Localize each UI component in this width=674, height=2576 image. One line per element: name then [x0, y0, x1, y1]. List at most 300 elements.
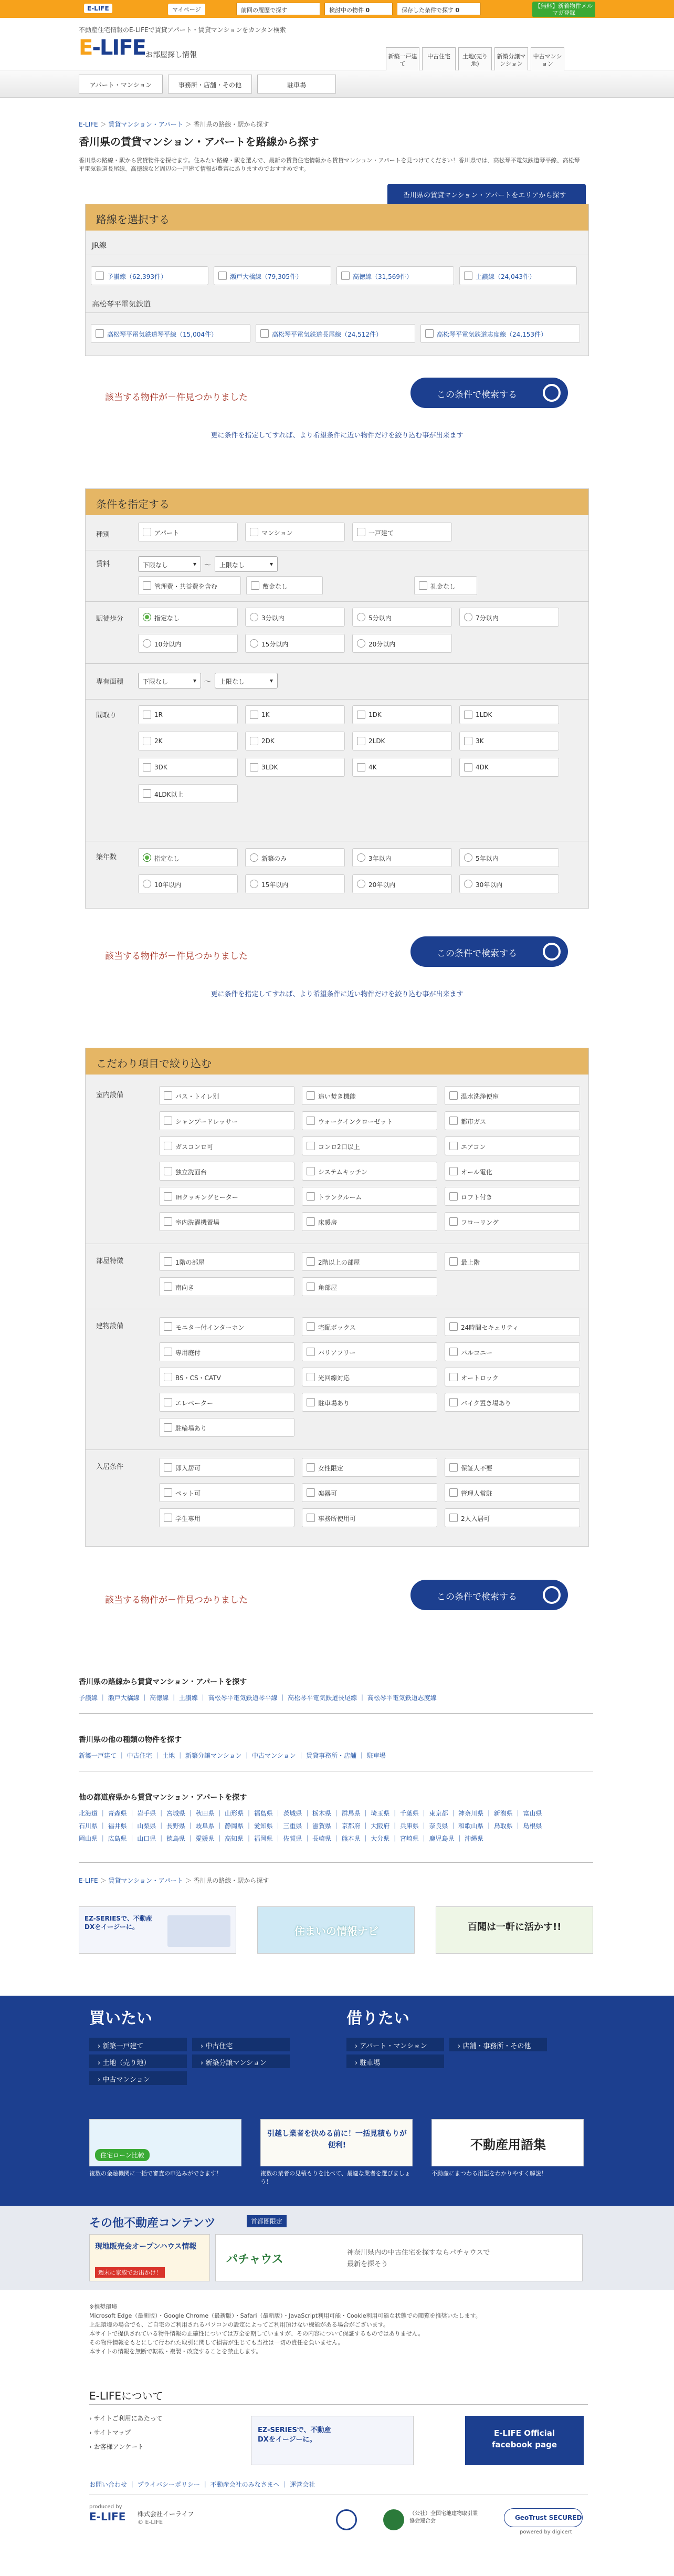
checkbox-icon[interactable]: [464, 763, 472, 771]
radio-icon[interactable]: [143, 613, 151, 621]
about-link-2[interactable]: › お客様アンケート: [89, 2443, 144, 2450]
entry-8[interactable]: [445, 1508, 580, 1527]
room-17[interactable]: [445, 1212, 580, 1231]
checkbox-icon[interactable]: [307, 1142, 315, 1150]
jr-route-link[interactable]: 予讃線（62,393件）: [107, 273, 167, 280]
checkbox-icon[interactable]: [250, 528, 258, 536]
footer-nav: [0, 1996, 674, 2206]
area-label: 専有面積: [96, 678, 124, 686]
feature-4-label: 角部屋: [318, 1284, 338, 1291]
checkbox-icon[interactable]: [357, 763, 365, 771]
layout-3-label: 1LDK: [476, 711, 492, 718]
layout-label: 間取り: [96, 712, 117, 719]
entry-1[interactable]: [302, 1458, 437, 1477]
entry-7[interactable]: [302, 1508, 437, 1527]
age-5[interactable]: [245, 874, 345, 893]
checkbox-icon[interactable]: [164, 1398, 172, 1406]
layout-0-label: 1R: [154, 711, 163, 718]
entry-5[interactable]: [445, 1483, 580, 1502]
checkbox-icon[interactable]: [449, 1348, 458, 1356]
room-4-label: ウォークインクローゼット: [318, 1118, 393, 1125]
checkbox-icon[interactable]: [464, 737, 472, 745]
room-10-label: システムキッチン: [318, 1169, 367, 1176]
breadcrumb-rental[interactable]: 賃貸マンション・アパート: [108, 121, 183, 128]
history-button[interactable]: 前回の履歴で探す: [236, 3, 320, 15]
search-button-2[interactable]: この条件で検索する: [410, 936, 568, 967]
global-nav: [0, 70, 674, 98]
ez-series-banner[interactable]: EZ-SERIESで、不動産DXをイージーに。: [251, 2416, 414, 2465]
room-2[interactable]: [445, 1086, 580, 1105]
jr-route-0[interactable]: [91, 266, 208, 285]
layout-2[interactable]: [352, 705, 452, 724]
walk-5-label: 15分以内: [261, 641, 289, 648]
bldg-10[interactable]: [302, 1393, 437, 1412]
buy-link-4[interactable]: › 中古マンション: [89, 2071, 187, 2085]
layout-8[interactable]: [138, 758, 238, 777]
footer-links[interactable]: お問い合わせ ｜ プライバシーポリシー ｜ 不動産会社のみなさまへ ｜ 運営会社: [89, 2481, 315, 2488]
radio-icon[interactable]: [250, 613, 258, 621]
walk-6[interactable]: [352, 634, 452, 653]
header-cat-3[interactable]: 新築分譲マンション: [494, 47, 528, 75]
rent-link-0[interactable]: › アパート・マンション: [346, 2038, 444, 2051]
checkbox-icon[interactable]: [250, 737, 258, 745]
radio-icon[interactable]: [464, 613, 472, 621]
other-contents: [0, 2206, 674, 2290]
layout-5[interactable]: [245, 732, 345, 750]
checkbox-icon[interactable]: [143, 711, 151, 719]
privacy-mark-icon: [336, 2509, 357, 2530]
rent-link-2[interactable]: › 駐車場: [346, 2054, 444, 2068]
kotoden-route-0[interactable]: [91, 324, 250, 343]
buy-link-2[interactable]: › 土地（売り地）: [89, 2054, 187, 2068]
room-16[interactable]: [302, 1212, 437, 1231]
bldg-10-label: 駐車場あり: [318, 1400, 350, 1407]
checkbox-icon[interactable]: [143, 528, 151, 536]
layout-3[interactable]: [459, 705, 559, 724]
about-title: E-LIFEについて: [89, 2390, 163, 2402]
layout-4[interactable]: [138, 732, 238, 750]
rent-max-select[interactable]: 上限なし ▾: [215, 556, 278, 572]
room-17-label: フローリング: [461, 1219, 499, 1226]
age-1[interactable]: [245, 848, 345, 867]
pref-links-3[interactable]: 岡山県 ｜ 広島県 ｜ 山口県 ｜ 徳島県 ｜ 愛媛県 ｜ 高知県 ｜ 福岡県 ｜ 佐賀県 ｜ 長崎県 ｜ 熊本県 ｜ 大分県 ｜ 宮崎県 ｜ 鹿児島県 ｜ 沖縄県: [79, 1835, 484, 1842]
checkbox-icon[interactable]: [164, 1514, 172, 1522]
radio-icon[interactable]: [250, 639, 258, 648]
checkbox-icon[interactable]: [307, 1217, 315, 1226]
facebook-banner[interactable]: E-LIFE Official facebook page: [465, 2416, 584, 2465]
layout-0[interactable]: [138, 705, 238, 724]
checkbox-icon[interactable]: [449, 1117, 458, 1125]
feature-1[interactable]: [302, 1252, 437, 1271]
walk-3-label: 7分以内: [476, 614, 499, 622]
type-2-label: 一戸建て: [368, 529, 394, 537]
age-3[interactable]: [459, 848, 559, 867]
bldg-2-label: 24時間セキュリティ: [461, 1324, 519, 1331]
checkbox-icon[interactable]: [341, 272, 350, 280]
checkbox-icon[interactable]: [164, 1091, 172, 1100]
room-15[interactable]: [159, 1212, 294, 1231]
breadcrumb-current: 香川県の路線・駅から探す: [193, 121, 269, 128]
feature-1-label: 2階以上の部屋: [318, 1259, 360, 1266]
radio-icon[interactable]: [464, 853, 472, 862]
header-cat-0[interactable]: 新築一戸建て: [386, 47, 419, 75]
checkbox-icon[interactable]: [449, 1373, 458, 1381]
room-label: 室内設備: [96, 1091, 124, 1099]
layout-12[interactable]: [138, 784, 238, 803]
rent-min-select[interactable]: 下限なし ▾: [138, 556, 201, 572]
age-7-label: 30年以内: [476, 881, 503, 889]
pref-links-2[interactable]: 石川県 ｜ 福井県 ｜ 山梨県 ｜ 長野県 ｜ 岐阜県 ｜ 静岡県 ｜ 愛知県 ｜ 三重県 ｜ 滋賀県 ｜ 京都府 ｜ 大阪府 ｜ 兵庫県 ｜ 奈良県 ｜ 和歌山県 ｜ 鳥取県 ｜ 島根県: [79, 1822, 542, 1830]
age-2[interactable]: [352, 848, 452, 867]
checkbox-icon[interactable]: [164, 1192, 172, 1201]
footer-logo[interactable]: E-LIFE: [89, 2510, 126, 2523]
bldg-0-label: モニター付インターホン: [175, 1324, 245, 1331]
checkbox-icon[interactable]: [96, 272, 104, 280]
header-cat-2[interactable]: 土地(売り地): [458, 47, 492, 75]
checkbox-icon[interactable]: [164, 1117, 172, 1125]
checkbox-icon[interactable]: [96, 329, 104, 338]
route-heading: 路線を選択する: [86, 204, 588, 231]
pref-links-1[interactable]: 北海道 ｜ 青森県 ｜ 岩手県 ｜ 宮城県 ｜ 秋田県 ｜ 山形県 ｜ 福島県 ｜ 茨城県 ｜ 栃木県 ｜ 群馬県 ｜ 埼玉県 ｜ 千葉県 ｜ 東京都 ｜ 神奈川県 ｜ 新潟県 ｜ 富山県: [79, 1810, 542, 1817]
result-count: 該当する物件が－件見つかりました: [105, 392, 248, 403]
checkbox-icon[interactable]: [164, 1142, 172, 1150]
bldg-4[interactable]: [302, 1342, 437, 1361]
search-button[interactable]: この条件で検索する: [410, 378, 568, 408]
kotoden-route-2[interactable]: [420, 324, 580, 343]
moving-banner[interactable]: 引越し業者を決める前に！一括見積もりが便利!: [260, 2119, 413, 2166]
route-links-heading: 香川県の路線から賃貸マンション・アパートを探す: [79, 1678, 247, 1686]
age-4[interactable]: [138, 874, 238, 893]
radio-icon[interactable]: [143, 853, 151, 862]
room-5-label: 都市ガス: [461, 1118, 487, 1125]
rent-opt-0[interactable]: [138, 576, 241, 595]
entry-5-label: 管理人常駐: [461, 1490, 493, 1497]
radio-icon[interactable]: [143, 880, 151, 888]
age-0[interactable]: [138, 848, 238, 867]
area-search-tab[interactable]: 香川県の賃貸マンション・アパートをエリアから探す: [387, 184, 586, 204]
header-cat-4[interactable]: 中古マンション: [531, 47, 564, 75]
radio-icon[interactable]: [464, 880, 472, 888]
room-6[interactable]: [159, 1136, 294, 1155]
gnav-office[interactable]: 事務所・店舗・その他: [168, 75, 252, 93]
entry-6-label: 学生専用: [175, 1515, 201, 1522]
promo-sumai-navi[interactable]: 住まいの情報ナビ: [257, 1906, 415, 1954]
checkbox-icon[interactable]: [449, 1257, 458, 1266]
radio-icon[interactable]: [250, 880, 258, 888]
checkbox-icon[interactable]: [307, 1488, 315, 1497]
kotoden-route-link[interactable]: 高松琴平電気鉄道長尾線（24,512件）: [272, 331, 382, 338]
checkbox-icon[interactable]: [449, 1217, 458, 1226]
radio-icon[interactable]: [357, 880, 365, 888]
checkbox-icon[interactable]: [307, 1348, 315, 1356]
entry-4[interactable]: [302, 1483, 437, 1502]
checkbox-icon[interactable]: [164, 1217, 172, 1226]
open-house-banner[interactable]: 現地販売会オープンハウス情報 週末に家族でお出かけ！: [89, 2234, 210, 2281]
saved-search-button[interactable]: 保存した条件で探す 0: [397, 3, 481, 15]
age-1-label: 新築のみ: [261, 855, 287, 862]
pachaus-banner[interactable]: パチャウス 神奈川県内の中古住宅を探すならパチャウスで最新を探そう: [215, 2234, 583, 2281]
disclaimer-line: Microsoft Edge（最新版）・Google Chrome（最新版）・Safari（最新版）・JavaScript利用可能・Cookie利用可能な状態での閲覧を推奨いたします。: [89, 2312, 481, 2319]
type-0[interactable]: [138, 523, 238, 541]
checkbox-icon[interactable]: [164, 1373, 172, 1381]
checkbox-icon[interactable]: [464, 272, 472, 280]
checkbox-icon[interactable]: [425, 329, 434, 338]
header-cat-1[interactable]: 中古住宅: [422, 47, 456, 75]
bldg-6[interactable]: [159, 1368, 294, 1386]
checkbox-icon[interactable]: [307, 1167, 315, 1175]
checkbox-icon[interactable]: [357, 737, 365, 745]
feature-0-label: 1階の部屋: [175, 1259, 205, 1266]
room-5[interactable]: [445, 1111, 580, 1130]
checkbox-icon[interactable]: [464, 711, 472, 719]
association-name: （公社）全国宅地建物取引業協会連合会: [409, 2511, 478, 2524]
type-1[interactable]: [245, 523, 345, 541]
about-link-1[interactable]: › サイトマップ: [89, 2429, 131, 2436]
bldg-0[interactable]: [159, 1317, 294, 1336]
kodawari-panel: [85, 1048, 589, 1547]
room-1[interactable]: [302, 1086, 437, 1105]
top-logo[interactable]: E-LIFE: [84, 4, 112, 13]
walk-0[interactable]: [138, 608, 238, 627]
checkbox-icon[interactable]: [307, 1463, 315, 1472]
rent-link-1[interactable]: › 店舗・事務所・その他: [449, 2038, 547, 2051]
checkbox-icon[interactable]: [260, 329, 269, 338]
bldg-9[interactable]: [159, 1393, 294, 1412]
checkbox-icon[interactable]: [164, 1348, 172, 1356]
room-8[interactable]: [445, 1136, 580, 1155]
disclaimer-line: その物件情報をもとにして行われた取引に関して損害が生じても当社は一切の責任を負いません。: [89, 2339, 344, 2346]
kotoden-route-1[interactable]: [256, 324, 415, 343]
bldg-7[interactable]: [302, 1368, 437, 1386]
feature-0[interactable]: [159, 1252, 294, 1271]
bldg-12[interactable]: [159, 1418, 294, 1437]
jr-route-2[interactable]: [336, 266, 454, 285]
room-14-label: ロフト付き: [461, 1194, 493, 1201]
rent-opt-1[interactable]: [246, 576, 323, 595]
checkbox-icon[interactable]: [250, 763, 258, 771]
gnav-parking[interactable]: 駐車場: [257, 75, 336, 93]
checkbox-icon[interactable]: [143, 581, 151, 590]
layout-6-label: 2LDK: [368, 737, 385, 745]
feature-3[interactable]: [159, 1277, 294, 1296]
radio-icon[interactable]: [357, 613, 365, 621]
checkbox-icon[interactable]: [449, 1167, 458, 1175]
entry-2[interactable]: [445, 1458, 580, 1477]
checkbox-icon[interactable]: [449, 1488, 458, 1497]
about-link-0[interactable]: › サイトご利用にあたって: [89, 2415, 163, 2422]
rent-opt-2[interactable]: [414, 576, 477, 595]
age-7[interactable]: [459, 874, 559, 893]
checkbox-icon[interactable]: [164, 1423, 172, 1432]
checkbox-icon[interactable]: [449, 1398, 458, 1406]
disclaimer-line: 本サイトの情報を無断で転載・複製・改変することを禁止します。: [89, 2348, 262, 2355]
jr-route-link[interactable]: 高徳線（31,569件）: [353, 273, 413, 280]
checkbox-icon[interactable]: [250, 711, 258, 719]
checkbox-icon[interactable]: [357, 711, 365, 719]
checkbox-icon[interactable]: [164, 1322, 172, 1331]
favorites-button[interactable]: 検討中の物件 0: [324, 3, 393, 15]
checkbox-icon[interactable]: [307, 1192, 315, 1201]
room-13[interactable]: [302, 1187, 437, 1206]
area-min-select[interactable]: 下限なし ▾: [138, 673, 201, 689]
checkbox-icon[interactable]: [164, 1488, 172, 1497]
room-11[interactable]: [445, 1162, 580, 1181]
checkbox-icon[interactable]: [449, 1192, 458, 1201]
disclaimer-line: 上記環境の場合でも、ご自宅のご利用されるパソコンの設定によってご利用頂けない機能がある場合がございます。: [89, 2321, 389, 2328]
entry-6[interactable]: [159, 1508, 294, 1527]
room-4[interactable]: [302, 1111, 437, 1130]
radio-icon[interactable]: [357, 853, 365, 862]
route-panel: [85, 204, 589, 356]
room-2-label: 温水洗浄便座: [461, 1093, 499, 1100]
pref-links-heading: 他の都道府県から賃貸マンション・アパートを探す: [79, 1793, 247, 1802]
checkbox-icon[interactable]: [357, 528, 365, 536]
breadcrumb-rental[interactable]: 賃貸マンション・アパート: [108, 1877, 183, 1884]
room-16-label: 床暖房: [318, 1219, 338, 1226]
search-icon: [543, 1586, 561, 1604]
checkbox-icon[interactable]: [143, 789, 151, 798]
checkbox-icon[interactable]: [449, 1091, 458, 1100]
checkbox-icon[interactable]: [164, 1463, 172, 1472]
bldg-2[interactable]: [445, 1317, 580, 1336]
feature-4[interactable]: [302, 1277, 437, 1296]
room-3[interactable]: [159, 1111, 294, 1130]
kotoden-route-link[interactable]: 高松琴平電気鉄道志度線（24,153件）: [437, 331, 547, 338]
loan-banner[interactable]: 住宅ローン比較: [89, 2119, 241, 2166]
layout-6[interactable]: [352, 732, 452, 750]
room-1-label: 追い焚き機能: [318, 1093, 356, 1100]
checkbox-icon[interactable]: [449, 1142, 458, 1150]
checkbox-icon[interactable]: [307, 1322, 315, 1331]
geotrust-seal[interactable]: GeoTrust SECURED: [504, 2508, 583, 2527]
radio-icon[interactable]: [143, 639, 151, 648]
breadcrumb-home[interactable]: E-LIFE: [79, 1877, 98, 1884]
entry-0[interactable]: [159, 1458, 294, 1477]
walk-5[interactable]: [245, 634, 345, 653]
type-links-heading: 香川県の他の種類の物件を探す: [79, 1736, 182, 1744]
room-12[interactable]: [159, 1187, 294, 1206]
checkbox-icon[interactable]: [419, 581, 427, 590]
checkbox-icon[interactable]: [251, 581, 259, 590]
walk-1[interactable]: [245, 608, 345, 627]
checkbox-icon[interactable]: [164, 1257, 172, 1266]
bldg-8-label: オートロック: [461, 1374, 499, 1382]
jr-route-link[interactable]: 瀬戸大橋線（79,305件）: [230, 273, 302, 280]
jr-route-3[interactable]: [459, 266, 577, 285]
entry-label: 入居条件: [96, 1463, 124, 1471]
layout-2-label: 1DK: [368, 711, 382, 718]
buy-link-0[interactable]: › 新築一戸建て: [89, 2038, 187, 2051]
buy-link-3[interactable]: › 新築分譲マンション: [192, 2054, 290, 2068]
layout-1[interactable]: [245, 705, 345, 724]
bldg-11[interactable]: [445, 1393, 580, 1412]
company-name: 株式会社イーライフ: [138, 2510, 194, 2518]
checkbox-icon[interactable]: [164, 1282, 172, 1291]
buy-link-1[interactable]: › 中古住宅: [192, 2038, 290, 2051]
route-links[interactable]: 予讃線 ｜ 瀬戸大橋線 ｜ 高徳線 ｜ 土讃線 ｜ 高松琴平電気鉄道琴平線 ｜ 高松琴平電気鉄道長尾線 ｜ 高松琴平電気鉄道志度線: [79, 1694, 437, 1702]
jr-route-link[interactable]: 土讃線（24,043件）: [476, 273, 535, 280]
age-6-label: 20年以内: [368, 881, 396, 889]
layout-7[interactable]: [459, 732, 559, 750]
age-6[interactable]: [352, 874, 452, 893]
breadcrumb-home[interactable]: E-LIFE: [79, 121, 98, 128]
entry-0-label: 即入居可: [175, 1465, 201, 1472]
checkbox-icon[interactable]: [164, 1167, 172, 1175]
checkbox-icon[interactable]: [449, 1463, 458, 1472]
type-2[interactable]: [352, 523, 452, 541]
room-9[interactable]: [159, 1162, 294, 1181]
brand-logo[interactable]: E-LIFE: [79, 36, 145, 60]
layout-11[interactable]: [459, 758, 559, 777]
room-7[interactable]: [302, 1136, 437, 1155]
feature-label: 部屋特徴: [96, 1257, 124, 1265]
layout-10[interactable]: [352, 758, 452, 777]
room-14[interactable]: [445, 1187, 580, 1206]
room-3-label: シャンプードレッサー: [175, 1118, 238, 1125]
radio-icon[interactable]: [357, 639, 365, 648]
walk-2[interactable]: [352, 608, 452, 627]
checkbox-icon[interactable]: [307, 1282, 315, 1291]
room-12-label: IHクッキングヒーター: [175, 1194, 238, 1201]
feature-2[interactable]: [445, 1252, 580, 1271]
walk-3[interactable]: [459, 608, 559, 627]
checkbox-icon[interactable]: [307, 1091, 315, 1100]
checkbox-icon[interactable]: [307, 1257, 315, 1266]
mypage-button[interactable]: マイページ: [168, 4, 205, 15]
layout-9[interactable]: [245, 758, 345, 777]
feature-3-label: 南向き: [175, 1284, 195, 1291]
disclaimer-line: ※推奨環境: [89, 2303, 118, 2310]
room-10[interactable]: [302, 1162, 437, 1181]
glossary-banner[interactable]: 不動産用語集: [431, 2119, 584, 2166]
bldg-3[interactable]: [159, 1342, 294, 1361]
jr-route-1[interactable]: [214, 266, 331, 285]
promo-hyakubun[interactable]: 百聞は一軒に活かす!!: [436, 1906, 593, 1954]
search-icon: [543, 384, 561, 402]
area-sep: ～: [204, 678, 212, 686]
promo-ez-series[interactable]: EZ-SERIESで、不動産DXをイージーに。: [79, 1906, 236, 1954]
walk-4[interactable]: [138, 634, 238, 653]
bldg-5[interactable]: [445, 1342, 580, 1361]
room-0-label: バス・トイレ別: [175, 1093, 219, 1100]
checkbox-icon[interactable]: [307, 1398, 315, 1406]
room-0[interactable]: [159, 1086, 294, 1105]
checkbox-icon[interactable]: [143, 763, 151, 771]
mail-magazine-button[interactable]: 【無料】新着物件メルマガ登録: [532, 2, 595, 17]
kotoden-route-link[interactable]: 高松琴平電気鉄道琴平線（15,004件）: [107, 331, 217, 338]
checkbox-icon[interactable]: [449, 1514, 458, 1522]
checkbox-icon[interactable]: [218, 272, 227, 280]
breadcrumb: E-LIFE ＞ 賃貸マンション・アパート ＞ 香川県の路線・駅から探す: [79, 121, 269, 128]
conditions-panel: [85, 488, 589, 909]
checkbox-icon[interactable]: [143, 737, 151, 745]
checkbox-icon[interactable]: [449, 1322, 458, 1331]
entry-3[interactable]: [159, 1483, 294, 1502]
type-links[interactable]: 新築一戸建て ｜ 中古住宅 ｜ 土地 ｜ 新築分譲マンション ｜ 中古マンション ｜ 賃貸事務所・店舗 ｜ 駐車場: [79, 1752, 386, 1759]
checkbox-icon[interactable]: [307, 1373, 315, 1381]
bldg-11-label: バイク置き場あり: [461, 1400, 511, 1407]
digicert-label: powered by digicert: [520, 2529, 572, 2535]
gnav-apartment[interactable]: アパート・マンション: [79, 75, 163, 93]
search-button-3[interactable]: この条件で検索する: [410, 1580, 568, 1610]
checkbox-icon[interactable]: [307, 1514, 315, 1522]
rent-opt-2-label: 礼金なし: [430, 583, 456, 590]
checkbox-icon[interactable]: [307, 1117, 315, 1125]
area-max-select[interactable]: 上限なし ▾: [215, 673, 278, 689]
radio-icon[interactable]: [250, 853, 258, 862]
bldg-8[interactable]: [445, 1368, 580, 1386]
bldg-1[interactable]: [302, 1317, 437, 1336]
